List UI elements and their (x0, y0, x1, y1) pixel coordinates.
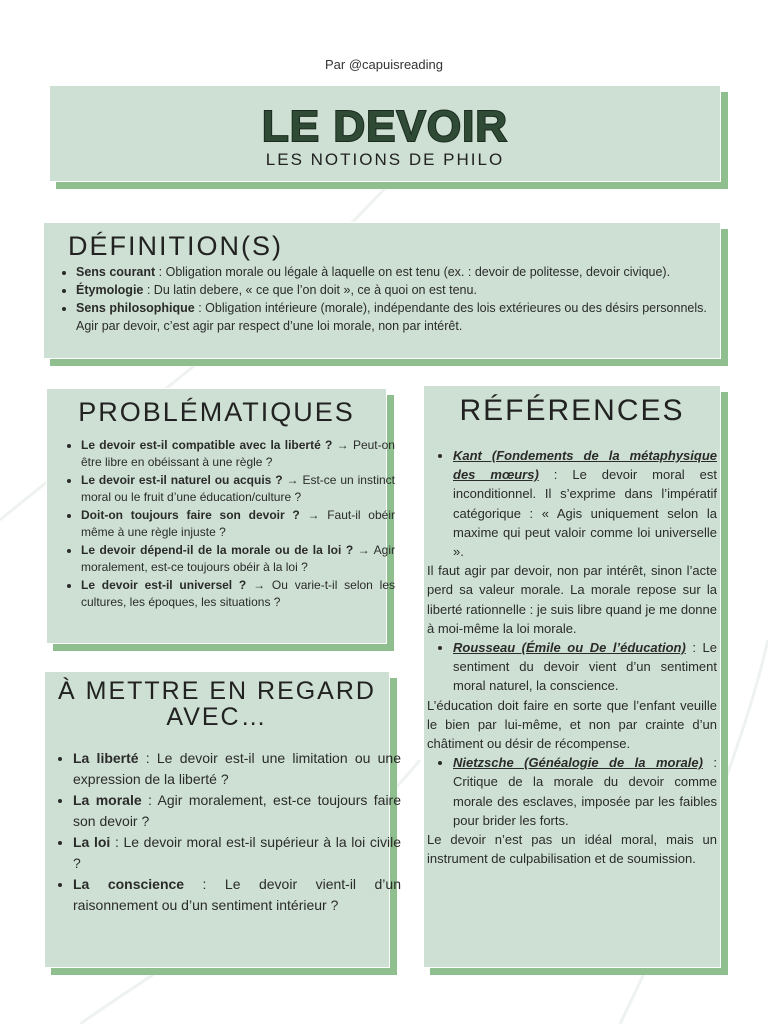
problematique-item: • Le devoir est-il naturel ou acquis ? → Est-ce un instinct moral ou le fruit d’une éducation/culture ? (81, 472, 395, 506)
reference-item-rousseau: • Rousseau (Émile ou De l’éducation) : Le sentiment du devoir vient d’un sentiment moral naturel, la conscience. (453, 638, 717, 696)
reference-list (427, 446, 717, 561)
title-banner (49, 85, 721, 182)
author-credit: Par @capuisreading (325, 57, 443, 72)
problematique-item: • Doit-on toujours faire son devoir ? → Faut-il obéir même à une règle injuste ? (81, 507, 395, 541)
reference-list (427, 638, 717, 696)
problematiques-card (46, 388, 395, 644)
problematiques-heading: PROBLÉMATIQUES (78, 397, 355, 427)
reference-list (427, 753, 717, 830)
reference-item-kant: • Kant (Fondements de la métaphysique des mœurs) : Le devoir moral est inconditionnel. Il s’exprime dans l’impératif catégorique : « Agis uniquement selon la maxime qui peut valoir comme loi universelle ». (453, 446, 717, 561)
definitions-list (58, 263, 726, 335)
reference-comment: Le devoir n’est pas un idéal moral, mais un instrument de culpabilisation et de soumission. (427, 832, 717, 867)
definition-item: • Sens philosophique : Obligation intérieure (morale), indépendante des lois extérieures ou des désirs personnels. Agir par devoir, c’est agir par respect d’une loi morale, non par intérêt. (76, 299, 726, 335)
reference-item-nietzsche: • Nietzsche (Généalogie de la morale) : Critique de la morale du devoir comme morale des esclaves, imposée par les faibles pour brider les forts. (453, 753, 717, 830)
mettre-en-regard-card (44, 671, 402, 968)
reference-comment: Il faut agir par devoir, non par intérêt, sinon l’acte perd sa valeur morale. La morale repose sur la liberté rationnelle : je suis libre quand je me donne à moi-même la loi morale. (427, 563, 717, 636)
mettre-item: • La liberté : Le devoir est-il une limitation ou une expression de la liberté ? (73, 748, 401, 790)
reference-comment: L’éducation doit faire en sorte que l’enfant veuille le bien par lui-même, et non par crainte d’un châtiment ou désir de récompense. (427, 697, 717, 752)
mettre-en-regard-list (55, 748, 401, 916)
mettre-item: • La morale : Agir moralement, est-ce toujours faire son devoir ? (73, 790, 401, 832)
problematique-item: • Le devoir est-il universel ? → Ou varie-t-il selon les cultures, les époques, les situations ? (81, 577, 395, 611)
mettre-item: • La conscience : Le devoir vient-il d’un raisonnement ou d’un sentiment intérieur ? (73, 874, 401, 916)
problematique-item: • Le devoir est-il compatible avec la liberté ? → Peut-on être libre en obéissant à une règle ? (81, 437, 395, 471)
references-heading: RÉFÉRENCES (459, 394, 685, 427)
mettre-item: • La loi : Le devoir moral est-il supérieur à la loi civile ? (73, 832, 401, 874)
references-card (423, 385, 721, 968)
definitions-heading: DÉFINITION(S) (68, 231, 283, 261)
page-title: LE DEVOIR (261, 102, 509, 151)
problematiques-list (63, 437, 395, 612)
definition-item: • Étymologie : Du latin debere, « ce que l’on doit », ce à quoi on est tenu. (76, 281, 726, 299)
definition-item: • Sens courant : Obligation morale ou légale à laquelle on est tenu (ex. : devoir de politesse, devoir civique). (76, 263, 726, 281)
references-body (427, 446, 717, 868)
definitions-card (43, 222, 721, 359)
problematique-item: • Le devoir dépend-il de la morale ou de la loi ? → Agir moralement, est-ce toujours obéir à la loi ? (81, 542, 395, 576)
page-subtitle: LES NOTIONS DE PHILO (265, 150, 505, 169)
mettre-en-regard-heading: À METTRE EN REGARD AVEC… (58, 677, 376, 731)
